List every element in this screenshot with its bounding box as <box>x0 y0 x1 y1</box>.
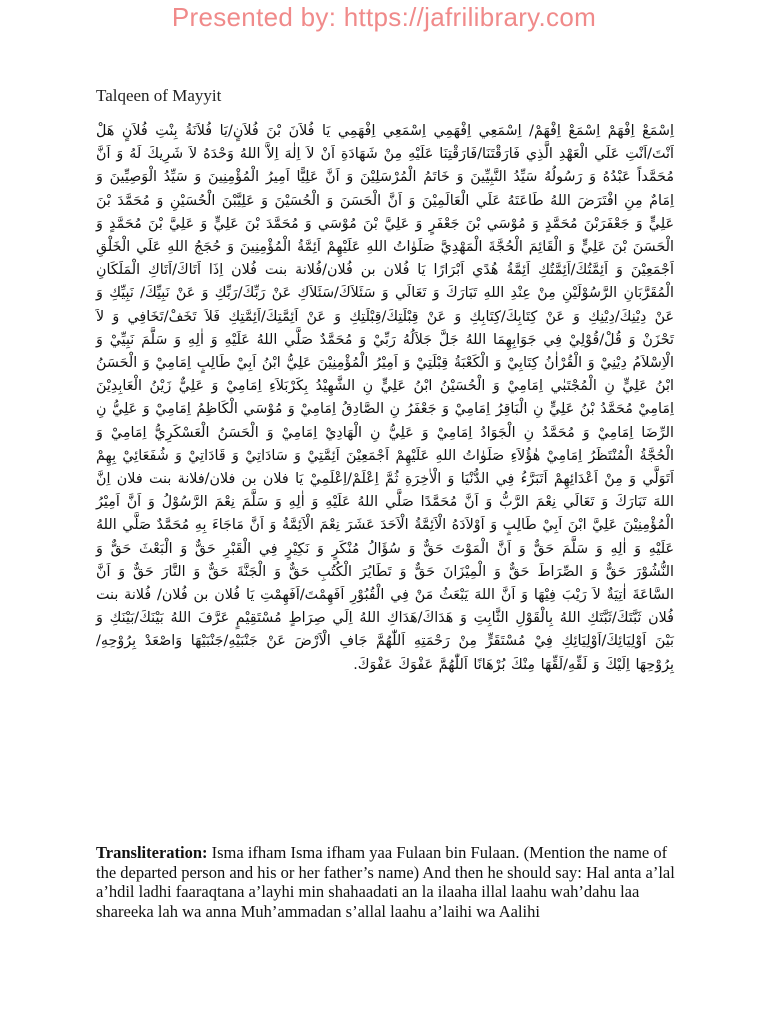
transliteration-paragraph <box>96 843 676 921</box>
transliteration-label: Transliteration: <box>96 843 208 862</box>
transliteration-text: Isma ifham Isma ifham yaa Fulaan bin Fulaan. (Mention the name of the departed person and his or her father’s name) And then he should say: Hal anta a’lal a’hdil ladhi faaraqtana a’layhi min shahaadati an la ilaaha illal laahu wah’dahu laa shareeka lah wa anna Muh’ammadan s’allal laahu a’laihi wa Aalihi <box>96 843 675 921</box>
document-title: Talqeen of Mayyit <box>96 86 222 105</box>
arabic-talqeen-text: اِسْمَعْ اِفْهَمْ اِسْمَعْ اِفْهَمْ/ اِسْمَعِي اِفْهَمِي اِسْمَعِي اِفْهَمِي يَا فُلاَنَ بْنَ فُلاَنٍ/يَا فُلاَنَةُ بِنْتِ فُلاَنٍ هَلْ اَنْتَ/اَنْتِ عَلَي الْعَهْدِ الَّذِي فَارَقْتَنَا/فَارَقْتِنَا عَلَيْهِ مِنْ شَهَادَةِ اَنْ لاَ اِلٰهَ اِلاَّ اللهُ وَحْدَهُ لاَ شَرِيكَ لَهُ وَ اَنَّ مُحَمَّداً عَبْدُهُ وَ رَسُولُهُ سَيِّدُ النَّبِيِّينَ وَ خَاتَمُ الْمُرْسَلِيْنَ وَ اَنَّ عَلِيًّا اَمِيرُ الْمُؤْمِنِينَ وَ سَيِّدُ الْوَصِيِّينَ وَ اِمَامٌ مِنِ افْتَرَضَ اللهُ طَاعَتَهُ عَلَي الْعَالَمِيْنَ وَ اَنَّ الْحَسَنَ وَ الْحُسَيْنَ وَ عَلِيَّبْنَ الْحُسَيْنِ وَ مُحَمَّدَ بْنَ عَلِيٍّ وَ جَعْفَرَبْنَ مُحَمَّدٍ وَ مُوْسَي بْنَ جَعْفَرٍ وَ عَلِيَّ بْنَ مُوْسَي وَ مُحَمَّدَ بْنَ عَلِيٍّ وَ عَلِيَّ بْنَ مُحَمَّدٍ وَ الْحَسَنَ بْنَ عَلِيٍّ وَ الْقَائِمَ الْحُجَّةَ الْمَهْدِيَّ صَلَوٰاتُ اللهِ عَلَيْهِمْ اَئِمَّةُ الْمُؤْمِنِينَ وَ حُجَجُ اللهِ عَلَي الْخَلْقِ اَجْمَعِيْنَ وَ اَئِمَّتُكَ/اَئِمَّتُكِ اَئِمَّةُ هُدًي اَبْرَارًا يَا فُلان بن فُلان/فُلانة بنت فُلان اِذَا اَتَاكَ/اَتَاكِ الْمَلَكَانِ الْمُقَرَّبَانِ الرَّسُوْلَيْنِ مِنْ عِنْدِ اللهِ تَبَارَكَ وَ تَعَالَي وَ سَئَلاَكَ/سَئَلاَكِ عَنْ رَبِّكَ/رَبِّكِ وَ عَنْ نَبِيِّكَ/ نَبِيِّكِ وَ عَنْ دِيْنِكَ/دِيْنِكِ وَ عَنْ كِتَابِكَ/كِتَابِكِ وَ عَنْ قِبْلَتِكَ/قِبْلَتِكِ وَ عَنْ اَئِمَّتِكَ/اَئِمَّتِكِ فَلاَ تَخَفْ/تَخَافِي وَ لاَ تَحْزَنْ وَ قُلْ/قُوْلِيْ فِي جَوَابِهِمَا اللهُ جَلَّ جَلاَلُهُ رَبِّيْ وَ مُحَمَّدٌ صَلَّي اللهُ عَلَيْهِ وَ اٰلِهِ وَ سَلَّمَ نَبِيِّيْ وَ الْاِسْلاَمُ دِيْنِيْ وَ الْقُرْاٰنُ كِتَابِيْ وَ الْكَعْبَةُ قِبْلَتِيْ وَ اَمِيْرُ الْمُؤْمِنِيْنَ عَلِيُّ ابْنُ اَبِيْ طَالِبٍ اِمَامِيْ وَ الْحَسَنُ ابْنُ عَلِيٍّ نِ الْمُجْتَبٰي اِمَامِيْ وَ الْحُسَيْنُ ابْنُ عَلِيٍّ نِ الشَّهِيْدُ بِكَرْبَلاَءِ اِمَامِيْ وَ عَلِيٌّ زَيْنُ الْعَابِدِيْنَ اِمَامِيْ مُحَمَّدُ بْنُ عَلِيٍّ نِ الْبَاقِرُ اِمَامِيْ وَ جَعْفَرُ نِ الصَّادِقُ اِمَامِيْ وَ مُوْسَي الْكَاظِمُ اِمَامِيْ وَ عَلِيُّ نِ الرِّضَا اِمَامِيْ وَ مُحَمَّدُ نِ الْجَوَادُ اِمَامِيْ وَ عَلِيُّ نِ الْهَادِيْ اِمَامِيْ وَ الْحَسَنُ الْعَسْكَرِيُّ اِمَامِيْ وَ الْحُجَّةُ الْمُنْتَظَرُ اِمَامِيْ هٰؤُلاَءِ صَلَوٰاتُ اللهِ عَلَيْهِمْ اَجْمَعِيْنَ اَئِمَّتِيْ وَ سَادَاتِيْ وَ قَادَاتِيْ وَ شُفَعَائِيْ بِهِمْ اَتَوَلَّي وَ مِنْ اَعْدَائِهِمْ اَتَبَرَّءُ فِي الدُّنْيَا وَ الْاٰخِرَةِ ثُمَّ اِعْلَمْ/اِعْلَمِيْ يَا فلان بن فلان/فلانة بنت فلان اِنَّ اللهَ تَبَارَكَ وَ تَعَالَي نِعْمَ الرَّبُّ وَ اَنَّ مُحَمَّدًا صَلَّي اللهُ عَلَيْهِ وَ اٰلِهِ وَ سَلَّمَ نِعْمَ الرَّسُوْلُ وَ اَنَّ اَمِيْرُ الْمُؤْمِنِيْنَ عَلِيَّ ابْنَ اَبِيْ طَالِبٍ وَ اَوْلاَدَهُ الْاَئِمَّةُ الْاَحَدَ عَشَرَ نِعْمَ الْاَئِمَّةُ وَ اَنَّ مَاجَاءَ بِهِ مُحَمَّدٌ صَلَّي اللهُ عَلَيْهِ وَ اٰلِهِ وَ سَلَّمَ حَقٌّ وَ اَنَّ الْمَوْتَ حَقٌّ وَ سُؤَالُ مُنْكَرٍ وَ نَكِيْرٍ فِي الْقَبْرِ حَقٌّ وَ الْبَعْثَ حَقٌّ وَ النُّشُوْرَ حَقٌّ وَ الصِّرَاطَ حَقٌّ وَ الْمِيْزَانَ حَقٌّ وَ تَطَايُرَ الْكُتُبِ حَقٌّ وَ الْجَنَّةَ حَقٌّ وَ النَّارَ حَقٌّ وَ اَنَّ السَّاعَةَ اٰتِيَةٌ لاَ رَيْبَ فِيْهَا وَ اَنَّ اللهَ يَبْعَثُ مَنْ فِي الْقُبُوْرِ اَفَهِمْتَ/اَفَهِمْتِ يَا فُلان بن فُلان/ فُلانة بنت فُلان ثَبَّتَكَ/ثَبَّتَكِ اللهُ بِالْقَوْلِ الثَّابِتِ وَ هَدَاكَ/هَدَاكِ اللهُ اِلَي صِرَاطٍ مُسْتَقِيْمٍ عَرَّفَ اللهُ بَيْنَكَ/بَيْنَكِ وَ بَيْنَ اَوْلِيَائِكَ/اَوْلِيَائِكِ فِيْ مُسْتَقَرٍّ مِنْ رَحْمَتِهِ اَللّٰهُمَّ جَافِ الْاَرْضَ عَنْ جَنْبَيْهِ/جَنْبَيْهَا وَاصْعَدْ بِرُوْحِهِ/بِرُوْحِهَا اِلَيْكَ وَ لَقِّهِ/لَقِّهَا مِنْكَ بُرْهَانًا اَللّٰهُمَّ عَفْوَكَ عَفْوَكَ. <box>96 123 674 673</box>
presented-by-banner[interactable]: Presented by: https://jafrilibrary.com <box>171 2 597 32</box>
